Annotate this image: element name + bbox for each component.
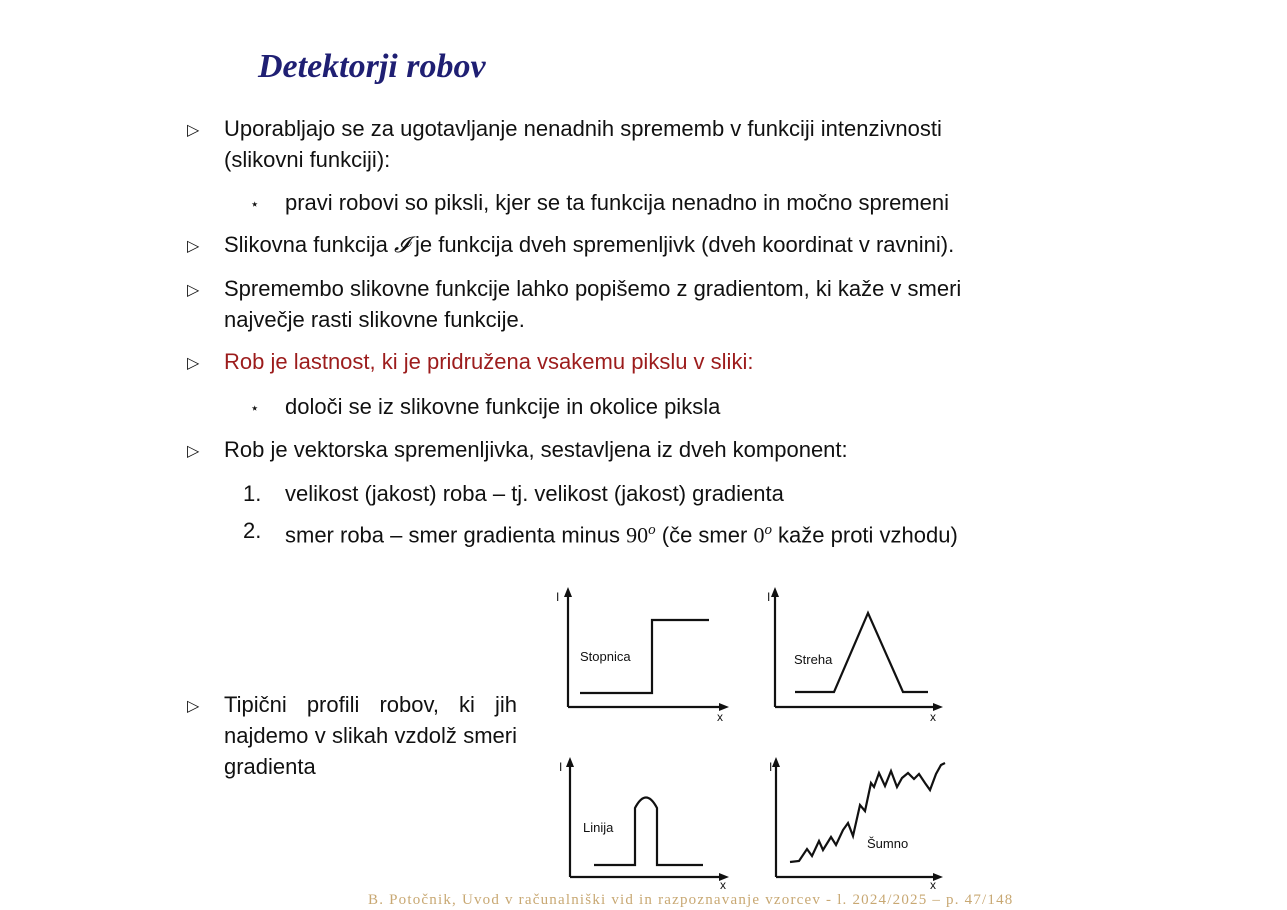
axis-x-label-2: x — [930, 710, 936, 724]
axis-y-label-2: I — [767, 590, 771, 604]
item-1-line-2: (slikovni funkciji): — [224, 147, 391, 172]
item-2-text-before: Slikovna funkcija — [224, 232, 394, 257]
num2-after: kaže proti vzhodu) — [771, 522, 958, 548]
slide-title: Detektorji robov — [258, 48, 486, 85]
degree-sup-2: o — [764, 522, 772, 538]
triangle-bullet-icon: ▷ — [187, 698, 200, 715]
sub-item-2-text: določi se iz slikovne funkcije in okolice piksla — [285, 394, 721, 419]
num2-middle: (če smer — [655, 522, 754, 548]
triangle-bullet-icon: ▷ — [187, 355, 200, 372]
number-2: 2. — [243, 518, 262, 543]
item-3-line-1: Spremembo slikovne funkcije lahko popišemo z gradientom, ki kaže v smeri — [224, 276, 962, 301]
angle-0: 0 — [753, 522, 765, 548]
axis-x-label-1: x — [717, 710, 723, 724]
triangle-bullet-icon: ▷ — [187, 443, 200, 460]
num2-before: smer roba – smer gradienta minus — [285, 522, 627, 548]
panel-label-step: Stopnica — [580, 649, 631, 664]
image-function-symbol: 𝓘 — [393, 232, 409, 257]
edge-profiles-figure — [527, 575, 987, 895]
panel-label-noisy: Šumno — [867, 836, 909, 851]
axis-y-label-1: I — [556, 590, 560, 604]
axis-y-label-4: I — [769, 760, 773, 774]
numbered-item-1-text: velikost (jakost) roba – tj. velikost (jakost) gradienta — [285, 481, 784, 506]
axis-x-label-3: x — [720, 878, 726, 892]
item-2-text-after: je funkcija dveh spremenljivk (dveh koordinat v ravnini). — [408, 232, 955, 257]
star-bullet-icon: ⋆ — [250, 400, 260, 417]
axis-x-label-4: x — [930, 878, 936, 892]
panel-noisy — [776, 763, 945, 877]
item-4-text: Rob je lastnost, ki je pridružena vsakemu pikslu v sliki: — [224, 349, 754, 374]
panel-label-roof: Streha — [794, 652, 833, 667]
axis-y-label-3: I — [559, 760, 563, 774]
panel-roof — [775, 593, 937, 707]
triangle-bullet-icon: ▷ — [187, 122, 200, 139]
item-6-text: Tipični profili robov, ki jih najdemo v slikah vzdolž smeri gradienta — [224, 692, 517, 779]
item-3-line-2: največje rasti slikovne funkcije. — [224, 307, 525, 332]
triangle-bullet-icon: ▷ — [187, 238, 200, 255]
sub-item-1-text: pravi robovi so piksli, kjer se ta funkcija nenadno in močno spremeni — [285, 190, 949, 215]
panel-label-line: Linija — [583, 820, 614, 835]
slide-footer: B. Potočnik, Uvod v računalniški vid in razpoznavanje vzorcev - l. 2024/2025 – p. 47/148 — [368, 892, 1014, 908]
triangle-bullet-icon: ▷ — [187, 282, 200, 299]
item-1-line-1: Uporabljajo se za ugotavljanje nenadnih sprememb v funkciji intenzivnosti — [224, 116, 942, 141]
star-bullet-icon: ⋆ — [250, 196, 260, 213]
item-5-text: Rob je vektorska spremenljivka, sestavljena iz dveh komponent: — [224, 437, 848, 462]
number-1: 1. — [243, 481, 262, 506]
numbered-item-2-text — [285, 515, 958, 550]
degree-sup-1: o — [648, 522, 656, 538]
angle-90: 90 — [626, 522, 649, 548]
